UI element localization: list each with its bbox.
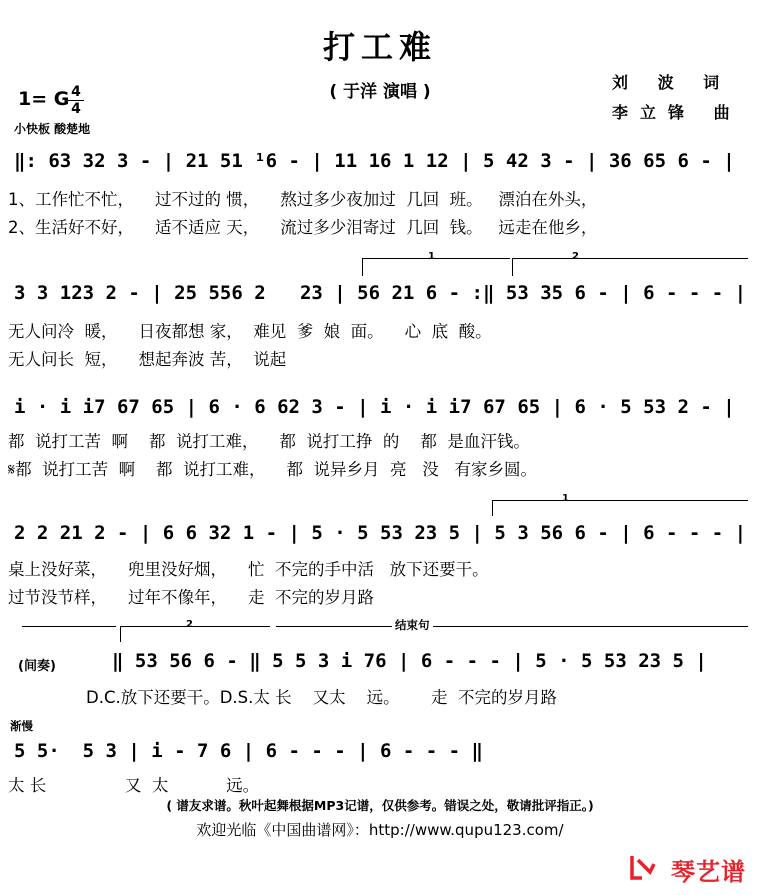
volta-bracket-2-edge xyxy=(512,258,513,276)
tempo-marking: 小快板 酸楚地 xyxy=(14,122,91,136)
website-link[interactable]: 欢迎光临《中国曲谱网》：http://www.qupu123.com/ xyxy=(196,821,564,839)
notation-row-4: 2 2 21 2 - | 6 6 32 1 - | 5 · 5 53 23 5 | 5 3 56 6 - | 6 - - - | xyxy=(14,522,747,544)
lyrics-row-2-verse-1: 无人问冷 暖， 日夜都想 家， 难见 爹 娘 面。 心 底 酸。 xyxy=(8,322,492,341)
lyrics-row-6: 太 长 又 太 远。 xyxy=(8,776,260,795)
volta-bracket-1-edge xyxy=(362,258,363,276)
lyrics-row-5: D.C.放下还要干。D.S.太 长 又太 远。 走 不完的岁月路 xyxy=(86,688,558,707)
lyricist-credit: 刘 波 词 xyxy=(612,73,732,92)
composer-credit: 李立锋 曲 xyxy=(612,103,742,122)
ritardando-label: 渐慢 xyxy=(10,719,33,733)
ending-bracket xyxy=(276,626,748,627)
lyrics-row-1-verse-1: 1、工作忙不忙， 过不过的 惯， 熬过多少夜加过 几回 班。 漂泊在外头， xyxy=(8,190,598,209)
notation-row-3: i · i i7 67 65 | 6 · 6 62 3 - | i · i i7 67 65 | 6 · 5 53 2 - | xyxy=(14,396,735,418)
notation-row-5: ‖ 53 56 6 - ‖ 5 5 3 i 76 | 6 - - - | 5 · 5 53 23 5 | xyxy=(112,650,707,672)
lyrics-row-3-verse-2: 𝄋都 说打工苦 啊 都 说打工难， 都 说异乡月 亮 没 有家乡圆。 xyxy=(8,460,537,479)
lyrics-row-4-verse-1: 桌上没好菜， 兜里没好烟， 忙 不完的手中活 放下还要干。 xyxy=(8,560,489,579)
lyrics-row-3-verse-1: 都 说打工苦 啊 都 说打工难， 都 说打工挣 的 都 是血汗钱。 xyxy=(8,432,530,451)
interlude-label: (间奏) xyxy=(18,659,56,674)
lyrics-row-1-verse-2: 2、生活好不好， 适不适应 天， 流过多少泪寄过 几回 钱。 远走在他乡， xyxy=(8,218,598,237)
key-signature: 1= G xyxy=(18,88,70,110)
logo-mark-icon xyxy=(628,852,658,882)
volta-bracket-2 xyxy=(512,258,748,259)
time-signature xyxy=(68,85,84,116)
volta-bracket-row5-edge xyxy=(120,626,121,642)
notation-row-6: 5 5· 5 3 | i - 7 6 | 6 - - - | 6 - - - ‖ xyxy=(14,740,483,762)
volta-number-1: 1 xyxy=(428,251,435,262)
lyrics-row-2-verse-2: 无人问长 短， 想起奔波 苦， 说起 xyxy=(8,350,287,369)
notation-row-1: ‖: 63 32 3 - | 21 51 ¹6 - | 11 16 1 12 | 5 42 3 - | 36 65 6 - | xyxy=(14,150,735,172)
volta-bracket-row5 xyxy=(120,626,270,627)
ending-label: 结束句 xyxy=(392,617,433,633)
singer-credit: ( 于洋 演唱 ) xyxy=(329,82,431,102)
volta-number-row5: 2 xyxy=(186,619,193,630)
notation-row-2: 3 3 123 2 - | 25 556 2 23 | 56 21 6 - :‖ 53 35 6 - | 6 - - - | xyxy=(14,282,747,304)
lyrics-row-4-verse-2: 过节没节样， 过年不像年， 走 不完的岁月路 xyxy=(8,588,374,607)
volta-number-2: 2 xyxy=(572,251,579,262)
volta-bracket-row4 xyxy=(492,500,748,501)
bracket-row5-a xyxy=(22,626,116,627)
time-top: 4 xyxy=(71,84,81,100)
transcription-note: ( 谱友求谱。秋叶起舞根据MP3记谱，仅供参考。错误之处，敬请批评指正。) xyxy=(166,798,594,813)
volta-number-row4: 1 xyxy=(562,493,569,504)
volta-bracket-1 xyxy=(362,258,510,259)
time-bottom: 4 xyxy=(71,101,81,117)
volta-bracket-row4-edge xyxy=(492,500,493,516)
site-logo: 琴艺谱 xyxy=(671,858,746,886)
song-title: 打工难 xyxy=(322,28,437,66)
